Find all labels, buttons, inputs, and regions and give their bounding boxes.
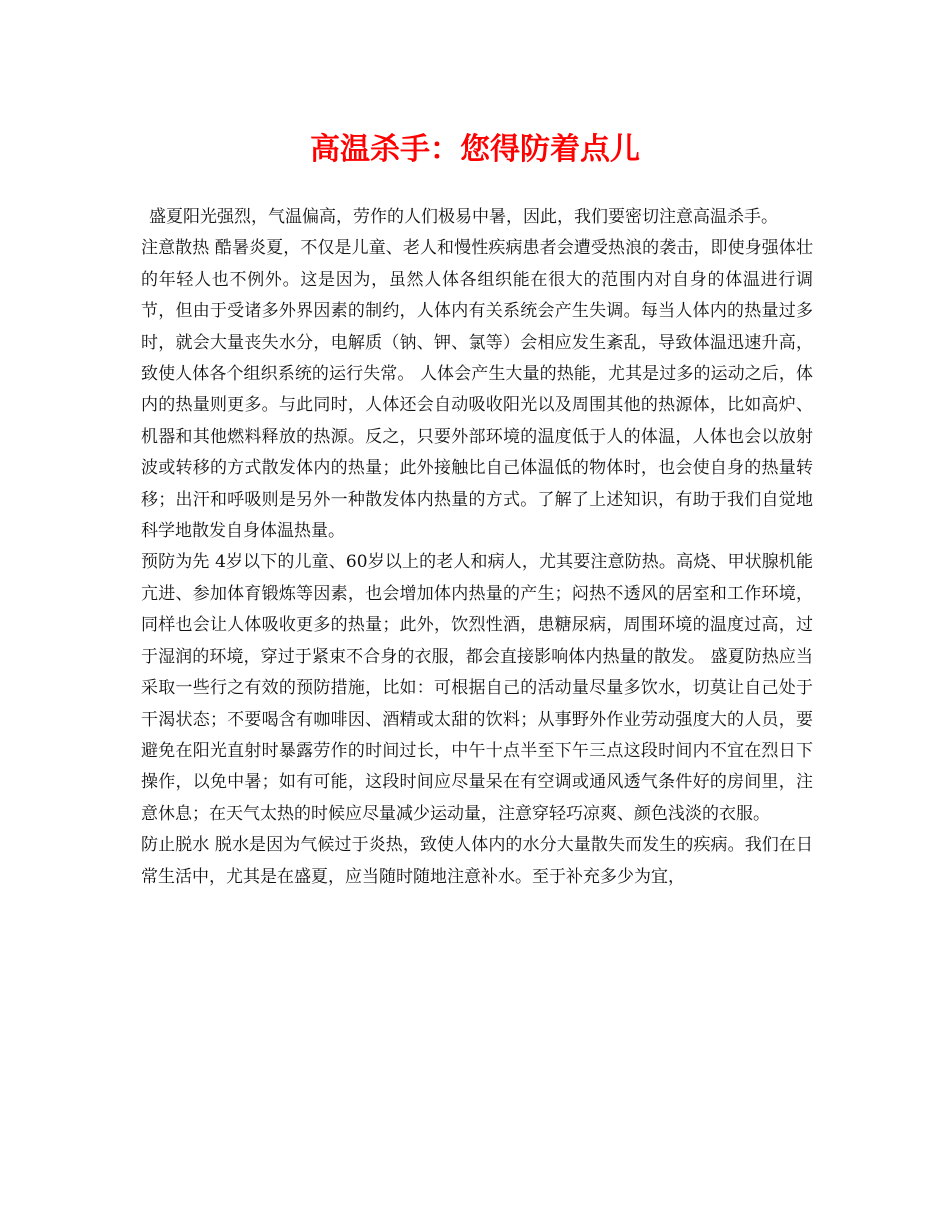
document-body — [141, 202, 813, 893]
document-title: 高温杀手：您得防着点儿 — [310, 132, 640, 167]
paragraph-dehydration: 防止脱水 脱水是因为气候过于炎热，致使人体内的水分大量散失而发生的疾病。我们在日常生活中，尤其是在盛夏，应当随时随地注意补水。至于补充多少为宜， — [141, 835, 813, 887]
paragraph-prevention: 预防为先 4岁以下的儿童、60岁以上的老人和病人，尤其要注意防热。高烧、甲状腺机能亢进、参加体育锻炼等因素，也会增加体内热量的产生；闷热不透风的居室和工作环境，同样也会让人体吸收更多的热量；此外，饮烈性酒，患糖尿病，周围环境的温度过高，过于湿润的环境，穿过于紧束不合身的衣服，都会直接影响体内热量的散发。 盛夏防热应当采取一些行之有效的预防措施，比如：可根据自己的活动量尽量多饮水，切莫让自己处于干渴状态；不要喝含有咖啡因、酒精或太甜的饮料；从事野外作业劳动强度大的人员，要避免在阳光直射时暴露劳作的时间过长，中午十点半至下午三点这段时间内不宜在烈日下操作，以免中暑；如有可能，这段时间应尽量呆在有空调或通风透气条件好的房间里，注意休息；在天气太热的时候应尽量减少运动量，注意穿轻巧凉爽、颜色浅淡的衣服。 — [141, 552, 813, 824]
paragraph-heat-dissipation: 注意散热 酷暑炎夏，不仅是儿童、老人和慢性疾病患者会遭受热浪的袭击，即使身强体壮的年轻人也不例外。这是因为，虽然人体各组织能在很大的范围内对自身的体温进行调节，但由于受诸多外界因素的制约，人体内有关系统会产生失调。每当人体内的热量过多时，就会大量丧失水分，电解质（钠、钾、氯等）会相应发生紊乱，导致体温迅速升高，致使人体各个组织系统的运行失常。 人体会产生大量的热能，尤其是过多的运动之后，体内的热量则更多。与此同时，人体还会自动吸收阳光以及周围其他的热源体，比如高炉、机器和其他燃料释放的热源。反之，只要外部环境的温度低于人的体温，人体也会以放射波或转移的方式散发体内的热量；此外接触比自己体温低的物体时，也会使自身的热量转移；出汗和呼吸则是另外一种散发体内热量的方式。了解了上述知识，有助于我们自觉地科学地散发自身体温热量。 — [141, 238, 813, 542]
paragraph-intro: 盛夏阳光强烈，气温偏高，劳作的人们极易中暑，因此，我们要密切注意高温杀手。 — [149, 207, 778, 227]
